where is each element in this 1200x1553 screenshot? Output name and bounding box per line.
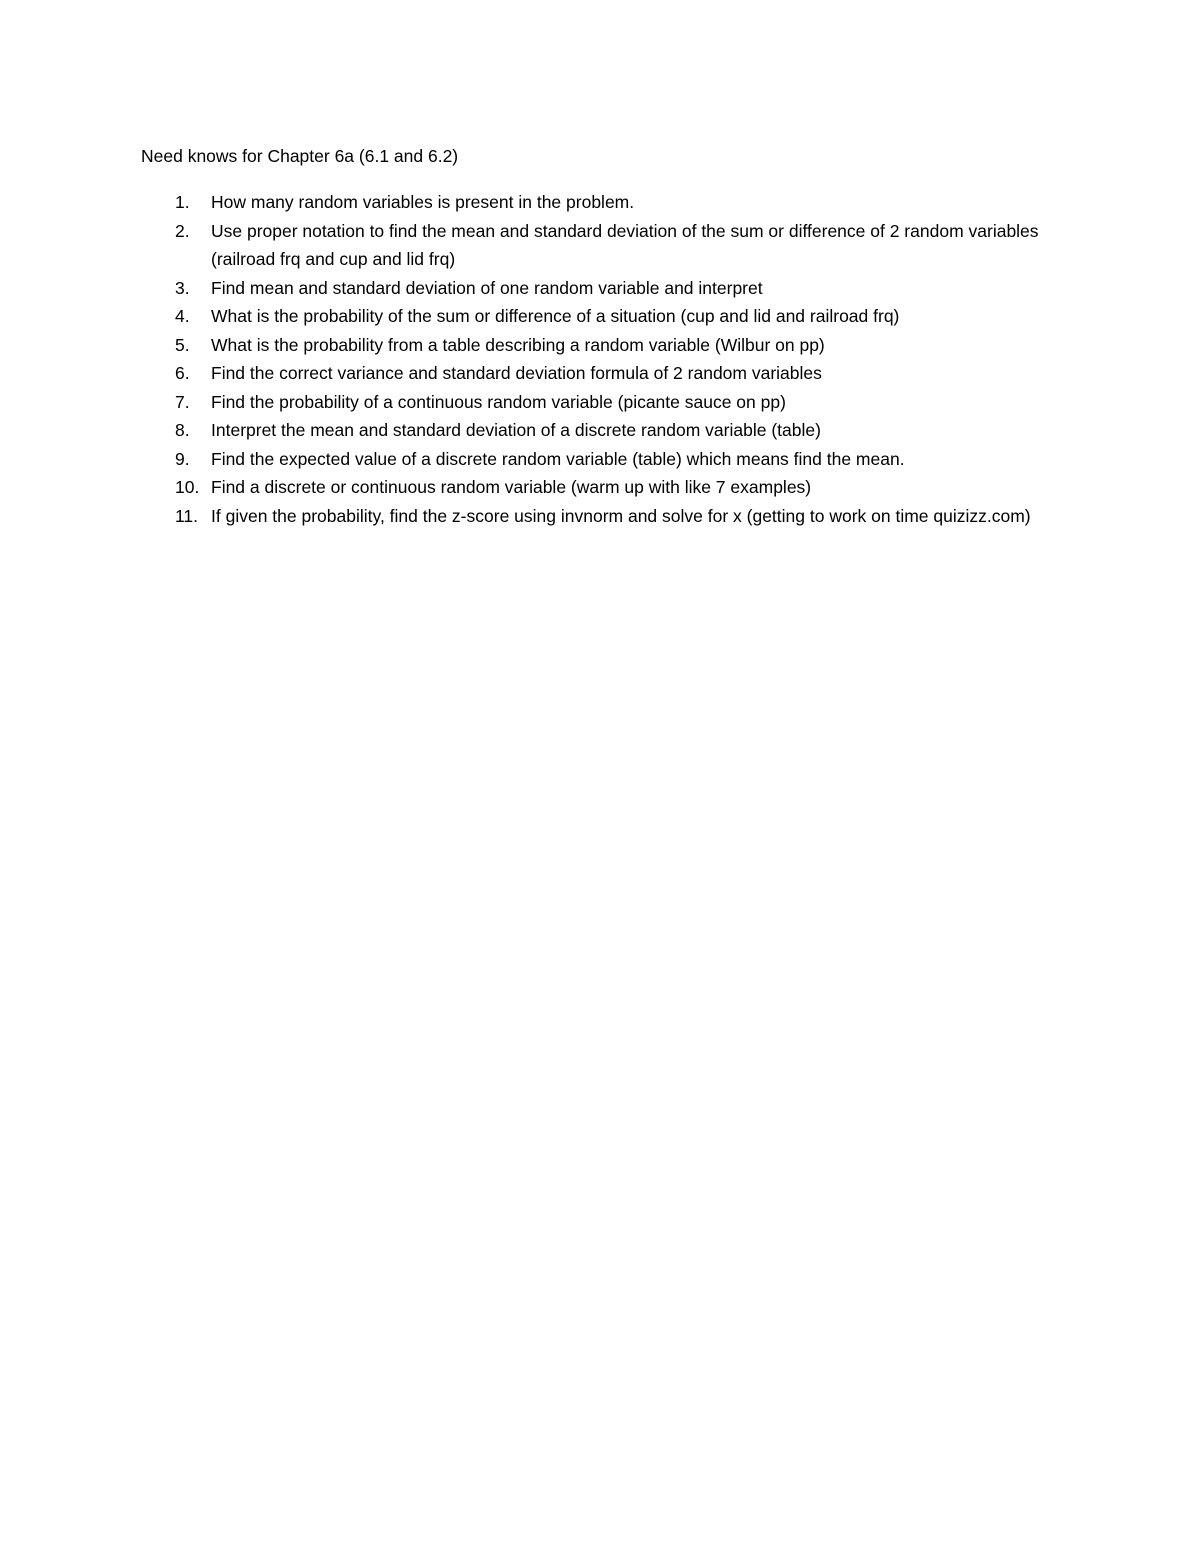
list-item-number: 5. <box>175 334 190 355</box>
list-item-number: 4. <box>175 306 190 326</box>
list-item-text: Find the expected value of a discrete random variable (table) which means find the mean. <box>211 448 905 469</box>
list-item <box>141 416 1061 445</box>
list-item-text: If given the probability, find the z-score using invnorm and solve for x (getting to work on time quizizz.com) <box>211 505 1031 526</box>
list-item <box>141 302 1061 331</box>
document-content <box>141 143 1061 530</box>
need-knows-list <box>141 188 1061 530</box>
list-item <box>141 331 1061 360</box>
list-item <box>141 445 1061 474</box>
list-item <box>141 274 1061 303</box>
list-item <box>141 473 1061 502</box>
list-item <box>141 188 1061 217</box>
list-item-text: Use proper notation to find the mean and standard deviation of the sum or difference of 2 random variables (railroad frq and cup and lid frq) <box>211 220 1039 269</box>
list-item-number: 7. <box>175 391 190 412</box>
list-item-text: Interpret the mean and standard deviation of a discrete random variable (table) <box>211 420 821 440</box>
list-item-number: 2. <box>175 220 190 241</box>
list-item <box>141 388 1061 417</box>
list-item-text: What is the probability of the sum or difference of a situation (cup and lid and railroad frq) <box>211 306 900 326</box>
list-item-text: Find the probability of a continuous random variable (picante sauce on pp) <box>211 391 786 412</box>
list-item-number: 11. <box>175 505 199 526</box>
document-title: Need knows for Chapter 6a (6.1 and 6.2) <box>141 146 459 166</box>
list-item-text: How many random variables is present in the problem. <box>211 192 635 212</box>
list-item-text: Find the correct variance and standard deviation formula of 2 random variables <box>211 363 822 383</box>
list-item-number: 1. <box>175 192 190 212</box>
list-item <box>141 359 1061 388</box>
list-item-number: 10. <box>175 477 200 497</box>
list-item-number: 8. <box>175 420 190 440</box>
list-item <box>141 502 1061 531</box>
list-item-text: Find mean and standard deviation of one random variable and interpret <box>211 277 763 298</box>
list-item-number: 9. <box>175 448 190 469</box>
list-item-text: What is the probability from a table describing a random variable (Wilbur on pp) <box>211 334 825 355</box>
list-item-number: 6. <box>175 363 190 383</box>
list-item <box>141 217 1061 274</box>
list-item-text: Find a discrete or continuous random variable (warm up with like 7 examples) <box>211 477 812 497</box>
list-item-number: 3. <box>175 277 190 298</box>
